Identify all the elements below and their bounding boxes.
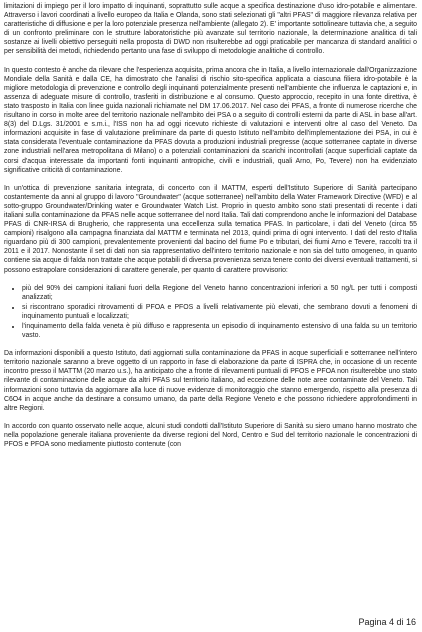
paragraph-ispra-report: Da informazioni disponibili a questo Istituto, dati aggiornati sulla contaminazione da PFAS in acque superficiali e sotterranee nell'intero territorio nazionale saranno a breve oggetto di un rapporto in fase di elaborazione da parte di ISPRA che, in occasione di un recente incontro presso il MATTM (20 marzo u.s.), ha anticipato che a fronte di rilevamenti puntuali di PFOS e PFOA non risulterebbe uno stato rilevante di contaminazione delle acque da altri PFAS sul territorio italiano, ad eccezione delle note aree contaminate del Veneto. Tali informazioni sono tuttavia da aggiornare alla luce di nuove evidenze di monitoraggio che stanno emergendo, rispetto alla presenza di C6O4 in acque anche da destinare a consumo umano, da parte della Regione Veneto e che possono richiedere approfondimenti in altre Regioni. <box>4 350 417 412</box>
list-item: • l'inquinamento della falda veneta è più diffuso e rappresenta un episodio di inquinamento estensivo di una falda su un territorio vasto. <box>22 322 417 340</box>
paragraph-groundwater-group: In un'ottica di prevenzione sanitaria integrata, di concerto con il MATTM, esperti dell'Istituto Superiore di Sanità partecipano costantemente da anni al gruppo di lavoro "Groundwater" (acque sotterranee) nell'ambito della Water Framework Directive (WFD) e al sotto-gruppo Groundwater/Drinking water e Groundwater Watch List. Proprio in questo ambito sono stati presentati di recente i dati italiani sulla contaminazione da PFAS nelle acque sotterranee del nord Italia. Tali dati comprendono anche le informazioni del Database PFAS di CNR-IRSA di Brugherio, che rappresenta una eccellenza sulla tematica PFAS. In particolare, i dati del Veneto (circa 55 campioni) risalgono alla campagna finanziata dal MATTM e terminata nel 2013, quindi prima di ogni intervento. I dati del resto d'Italia riguardano più di 300 campioni, prevalentemente provenienti dal bacino del fiume Po e tributari, dei fiumi Arno e Tevere, raccolti tra il 2011 e il 2017. Nonostante il set di dati non sia rappresentativo dell'intero territorio nazionale e non sia del tutto omogeneo, in quanto contiene sia acque di falda non trattate che acque potabili di diversa provenienza senza tenere conto dei diversi eventuali trattamenti, si possono estrapolare considerazioni di carattere generale, per quanto di carattere provvisorio: <box>4 184 417 274</box>
paragraph-pfas-limitations: limitazioni di impiego per il loro impatto di inquinanti, soprattutto sulle acque a specifica destinazione d'uso idro-potabile e alimentare. Attraverso i lavori coordinati a livello europeo da Italia e Olanda, sono stati selezionati gli "altri PFAS" di maggiore rilevanza relativa per caratteristiche di diffusione e per la loro potenziale presenza nell'ambiente (allegato 2). E' importante sottolineare tuttavia che, a seguito di un confronto preliminare con le strutture laboratoristiche più avanzate sul territorio nazionale, la determinazione analitica di tali sostanze ai livelli obiettivo perseguiti nella proposta di DWD non risulterebbe ad oggi praticabile per mancanza di standard analitici o per sensibilità dei metodi, richiedendo pertanto una fase di sviluppo di metodologie analitiche di controllo. <box>4 3 417 56</box>
page-number: Pagina 4 di 16 <box>358 617 416 627</box>
paragraph-serum-studies: In accordo con quanto osservato nelle acque, alcuni studi condotti dall'Istituto Superiore di Sanità su siero umano hanno mostrato che nella popolazione generale italiana proveniente da diverse regioni del Nord, Centro e Sud del territorio nazionale le concentrazioni di PFOS e PFOA sono mediamente piuttosto contenute (con <box>4 422 417 449</box>
document-body <box>4 2 417 458</box>
considerations-list <box>4 284 417 341</box>
paragraph-risk-analysis: In questo contesto è anche da rilevare che l'esperienza acquisita, prima ancora che in Italia, a livello internazionale dall'Organizzazione Mondiale della Sanità e dalla CE, ha dimostrato che l'analisi di rischio sito-specifica applicata a ciascuna filiera idro-potabile è la migliore metodologia di prevenzione e controllo degli inquinanti potenzialmente presenti nell'ambiente che influenza le captazioni e, in assenza di adeguate misure di controllo, trasferiti in distribuzione e al consumo. Questo approccio, recepito in una fonte direttiva, è stato trasposto in Italia con linee guida nazionali richiamate nel DM 17.06.2017. Nel caso dei PFAS, a fronte di numerose ricerche che risultano in corso in molte aree del territorio nazionale nell'ambito dei PSA o a seguito di controlli esterni da parte di ASL in base all'art. 8(3) del D.Lgs. 31/2001 e s.m.i., l'ISS non ha ad oggi ricevuto richieste di valutazioni e interventi oltre al caso del Veneto. Da informazioni acquisite in fase di valutazione preliminare da parte di questo Istituto nell'ambito dell'implementazione dei PSA, in cui è stata considerata l'eventuale contaminazione da PFAS dovuta a produzioni industriali pregresse (acque sotterranee captate in diverse zone industriali nell'area metropolitana di Milano) o a potenziali contaminazioni da scarichi incontrollati (acque superficiali captate da corsi d'acqua interessate da importanti fonti inquinanti antropiche, civili e industriali, quali Arno, Po, Tevere) non ha evidenziato significative criticità di contaminazione. <box>4 66 417 174</box>
list-item: • si riscontrano sporadici ritrovamenti di PFOA e PFOS a livelli relativamente più elevati, che sembrano dovuti a fenomeni di inquinamento puntuali e localizzati; <box>22 303 417 321</box>
list-item: • più del 90% dei campioni italiani fuori della Regione del Veneto hanno concentrazioni inferiori a 50 ng/L per tutti i composti analizzati; <box>22 284 417 302</box>
